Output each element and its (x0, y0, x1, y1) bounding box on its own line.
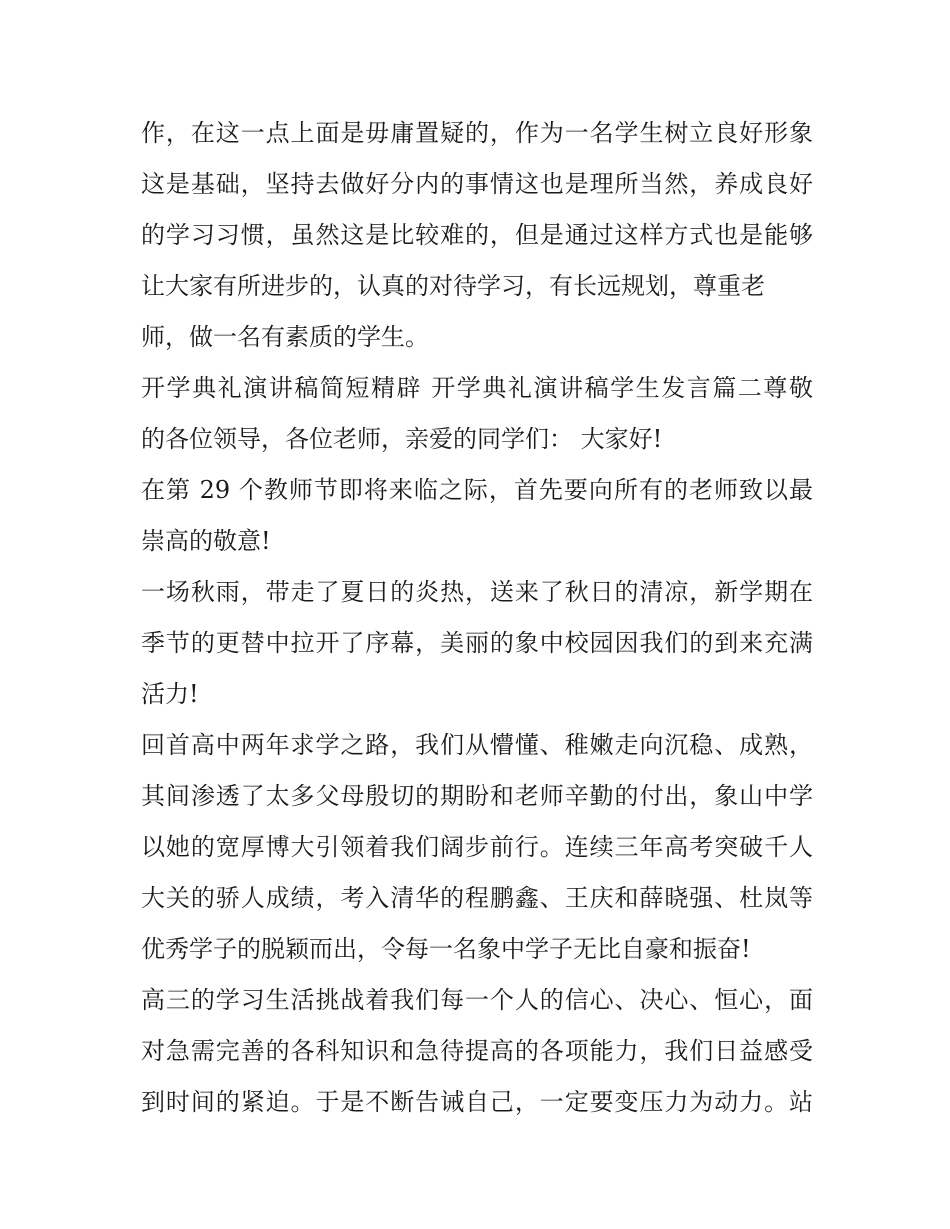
text-line: 高三的学习生活挑战着我们每一个人的信心、决心、恒心，面 (141, 986, 813, 1014)
text-line: 到时间的紧迫。于是不断告诫自己，一定要变压力为动力。站 (141, 1088, 813, 1116)
text-line: 这是基础，坚持去做好分内的事情这也是理所当然，养成良好 (141, 170, 813, 198)
text-line: 一场秋雨，带走了夏日的炎热，送来了秋日的清凉，新学期在 (141, 578, 813, 606)
text-line: 开学典礼演讲稿简短精辟 开学典礼演讲稿学生发言篇二尊敬 (141, 374, 813, 402)
body-text (141, 108, 813, 1128)
text-line: 的各位领导，各位老师，亲爱的同学们： 大家好! (141, 425, 663, 453)
text-line: 回首高中两年求学之路，我们从懵懂、稚嫩走向沉稳、成熟， (141, 731, 813, 759)
text-line: 的学习习惯，虽然这是比较难的，但是通过这样方式也是能够 (141, 221, 813, 249)
text-line: 崇高的敬意! (141, 527, 271, 555)
text-line: 以她的宽厚博大引领着我们阔步前行。连续三年高考突破千人 (141, 833, 813, 861)
text-line: 大关的骄人成绩，考入清华的程鹏鑫、王庆和薛晓强、杜岚等 (141, 884, 813, 912)
text-line: 在第 29 个教师节即将来临之际，首先要向所有的老师致以最 (141, 476, 813, 504)
text-line: 季节的更替中拉开了序幕，美丽的象中校园因我们的到来充满 (141, 629, 813, 657)
text-line: 师，做一名有素质的学生。 (141, 323, 429, 351)
text-line: 对急需完善的各科知识和急待提高的各项能力，我们日益感受 (141, 1037, 813, 1065)
text-line: 优秀学子的脱颖而出，令每一名象中学子无比自豪和振奋! (141, 935, 751, 963)
text-line: 活力! (141, 680, 199, 708)
text-line: 作，在这一点上面是毋庸置疑的，作为一名学生树立良好形象 (141, 119, 813, 147)
text-line: 让大家有所进步的，认真的对待学习，有长远规划，尊重老 (141, 272, 765, 300)
text-line: 其间渗透了太多父母殷切的期盼和老师辛勤的付出，象山中学 (141, 782, 813, 810)
